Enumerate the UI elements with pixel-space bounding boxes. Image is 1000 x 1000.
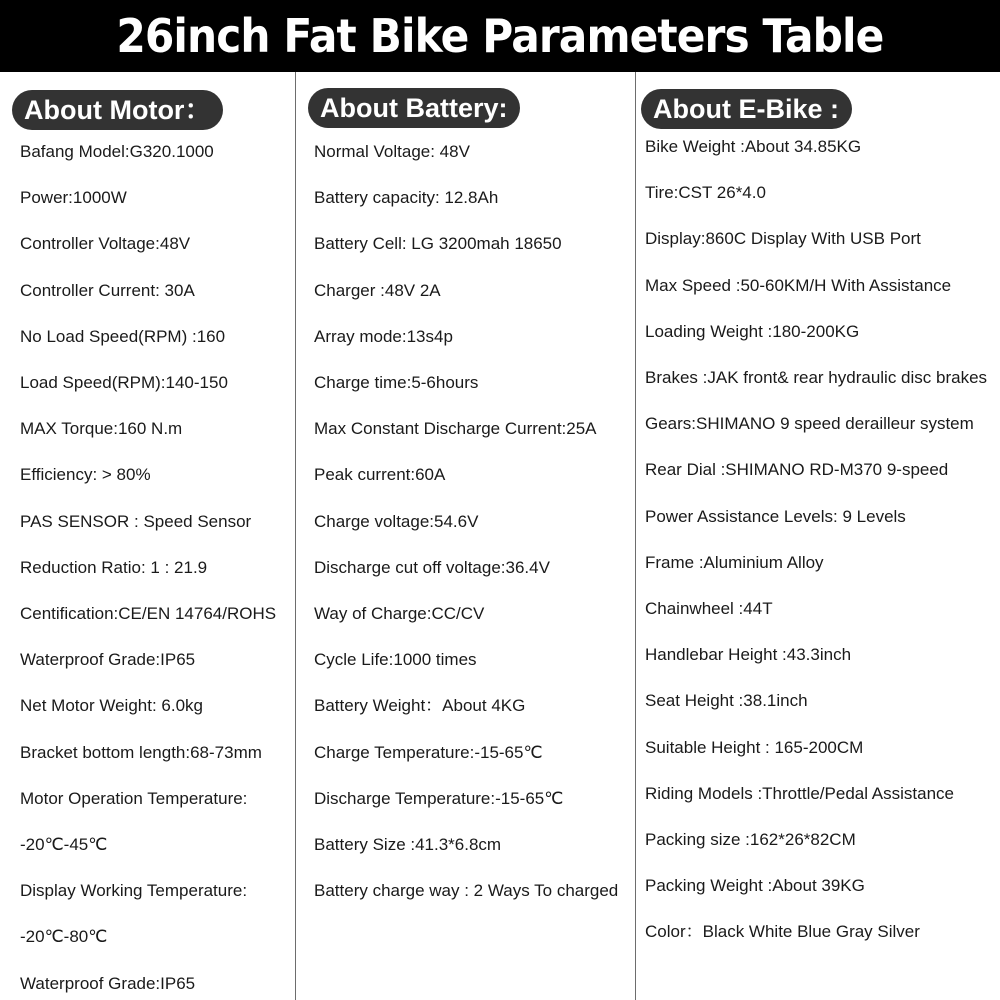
title-bar <box>0 0 1000 72</box>
column-divider <box>295 72 296 1000</box>
battery-spec-item: Discharge Temperature:-15-65℃ <box>314 788 564 808</box>
ebike-spec-item: Tire:CST 26*4.0 <box>645 183 766 203</box>
ebike-spec-item: Power Assistance Levels: 9 Levels <box>645 506 906 526</box>
battery-spec-item: Battery Weight：About 4KG <box>314 696 526 716</box>
ebike-spec-item: Riding Models :Throttle/Pedal Assistance <box>645 783 954 803</box>
battery-heading: About Battery: <box>308 88 520 128</box>
motor-spec-item: Load Speed(RPM):140-150 <box>20 373 228 392</box>
ebike-spec-item: Handlebar Height :43.3inch <box>645 645 852 665</box>
battery-spec-item: Battery Size :41.3*6.8cm <box>314 835 502 854</box>
motor-spec-item: Bafang Model:G320.1000 <box>20 142 214 161</box>
motor-spec-item: Net Motor Weight: 6.0kg <box>20 696 203 716</box>
ebike-spec-item: Packing Weight :About 39KG <box>645 876 865 896</box>
battery-spec-item: Discharge cut off voltage:36.4V <box>314 557 550 577</box>
battery-spec-item: Cycle Life:1000 times <box>314 650 477 670</box>
battery-spec-item: Array mode:13s4p <box>314 326 453 346</box>
battery-spec-item: Normal Voltage: 48V <box>314 142 470 161</box>
battery-spec-item: Charge time:5-6hours <box>314 373 479 392</box>
motor-spec-item: -20℃-45℃ <box>20 835 108 854</box>
battery-spec-item: Battery capacity: 12.8Ah <box>314 188 499 208</box>
ebike-spec-item: Chainwheel :44T <box>645 599 773 618</box>
ebike-spec-item: Packing size :162*26*82CM <box>645 830 856 849</box>
ebike-spec-item: Color：Black White Blue Gray Silver <box>645 922 920 942</box>
motor-spec-item: MAX Torque:160 N.m <box>20 419 183 439</box>
ebike-spec-item: Display:860C Display With USB Port <box>645 229 921 249</box>
motor-spec-item: Motor Operation Temperature: <box>20 788 248 808</box>
battery-spec-item: Charge Temperature:-15-65℃ <box>314 742 543 762</box>
ebike-spec-item: Brakes :JAK front& rear hydraulic disc brakes <box>645 368 988 387</box>
battery-spec-item: Way of Charge:CC/CV <box>314 604 485 623</box>
ebike-spec-item: Max Speed :50-60KM/H With Assistance <box>645 275 952 295</box>
battery-spec-item: Charge voltage:54.6V <box>314 511 479 531</box>
motor-spec-item: Reduction Ratio: 1 : 21.9 <box>20 557 208 577</box>
ebike-spec-item: Loading Weight :180-200KG <box>645 321 860 341</box>
motor-spec-item: Bracket bottom length:68-73mm <box>20 742 262 762</box>
ebike-spec-item: Rear Dial :SHIMANO RD-M370 9-speed <box>645 460 949 480</box>
battery-spec-item: Battery Cell: LG 3200mah 18650 <box>314 234 562 254</box>
ebike-heading: About E-Bike : <box>641 89 852 129</box>
page-title: 26inch Fat Bike Parameters Table <box>116 9 884 63</box>
motor-spec-item: Controller Current: 30A <box>20 280 195 300</box>
motor-spec-item: Controller Voltage:48V <box>20 234 191 254</box>
motor-spec-item: Efficiency: > 80% <box>20 465 151 485</box>
battery-spec-item: Battery charge way : 2 Ways To charged <box>314 881 619 901</box>
ebike-spec-item: Frame :Aluminium Alloy <box>645 552 824 572</box>
motor-spec-item: Waterproof Grade:IP65 <box>20 650 196 670</box>
ebike-spec-item: Seat Height :38.1inch <box>645 691 808 711</box>
battery-spec-item: Charger :48V 2A <box>314 280 441 300</box>
motor-spec-item: Waterproof Grade:IP65 <box>20 973 196 993</box>
ebike-spec-item: Gears:SHIMANO 9 speed derailleur system <box>645 414 974 434</box>
motor-spec-item: Centification:CE/EN 14764/ROHS <box>20 604 277 623</box>
motor-spec-item: Display Working Temperature: <box>20 881 248 901</box>
motor-heading: About Motor： <box>12 90 223 130</box>
battery-spec-item: Max Constant Discharge Current:25A <box>314 419 597 439</box>
motor-spec-item: PAS SENSOR : Speed Sensor <box>20 511 252 531</box>
motor-spec-item: No Load Speed(RPM) :160 <box>20 326 226 346</box>
battery-spec-item: Peak current:60A <box>314 465 446 485</box>
motor-spec-item: Power:1000W <box>20 188 127 208</box>
column-divider <box>635 72 636 1000</box>
ebike-spec-item: Suitable Height : 165-200CM <box>645 737 864 757</box>
motor-spec-item: -20℃-80℃ <box>20 927 108 947</box>
ebike-spec-item: Bike Weight :About 34.85KG <box>645 137 862 156</box>
